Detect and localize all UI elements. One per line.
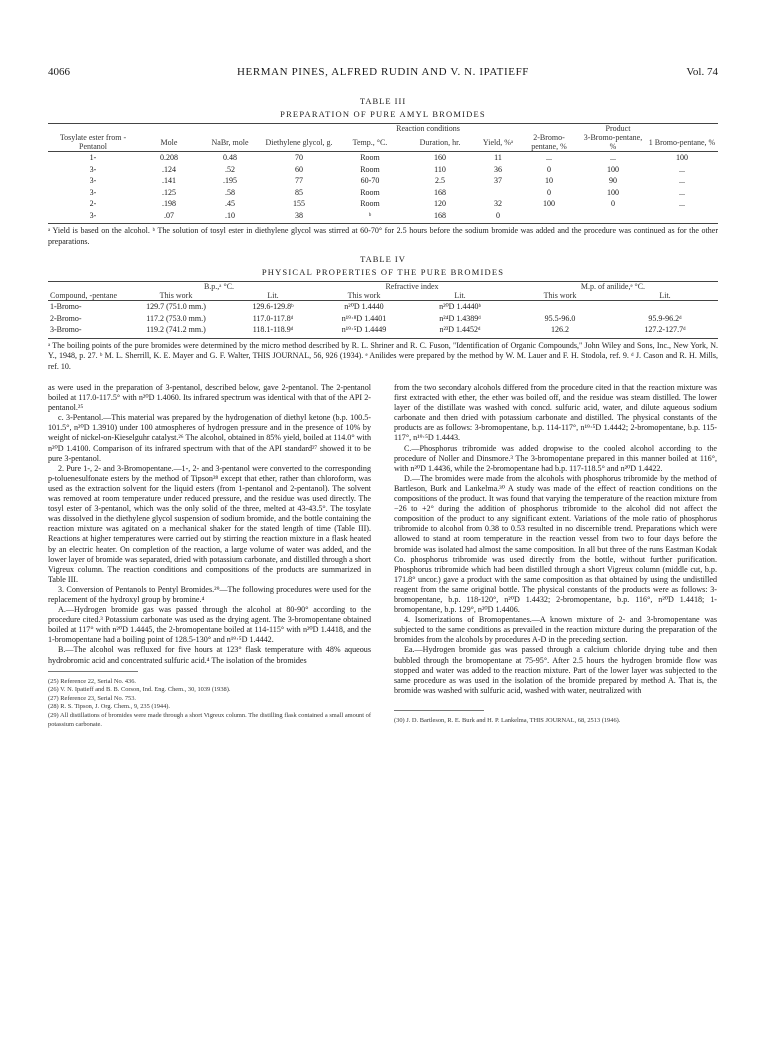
table-cell: 118.1-118.9ᵈ bbox=[252, 325, 294, 334]
table-cell: 119.2 (741.2 mm.) bbox=[146, 325, 206, 334]
table-cell: 36 bbox=[494, 164, 502, 174]
table-cell: ... bbox=[679, 164, 685, 174]
table-cell: .124 bbox=[162, 164, 176, 174]
table-cell: 2.5 bbox=[435, 176, 445, 185]
table-cell: 38 bbox=[295, 210, 303, 220]
table-row bbox=[48, 324, 718, 336]
left-footnotes bbox=[48, 678, 371, 730]
column-header: This work bbox=[543, 291, 577, 300]
table-cell: 3- bbox=[89, 176, 97, 185]
table-cell: .195 bbox=[223, 176, 237, 185]
right-paragraph: Ea.—Hydrogen bromide gas was passed through a calcium chloride drying tube and then bubbled through the bromopentane at 75-95°. After 2.5 hours the hydrogen bromide flow was stopped and water was added to the reaction mixture. Part of the lower layer was subjected to the same procedure as was used in the isolation of the bromide prepared by method A. That is, the bromide was washed with sulfuric acid, washed with water, neutralized with bbox=[394, 645, 717, 695]
table-cell: .58 bbox=[225, 187, 235, 197]
table-3-group-product: Product bbox=[518, 124, 718, 134]
table-row bbox=[48, 164, 718, 176]
table-4-header-row bbox=[48, 291, 718, 301]
table-cell: 129.6-129.8ᵇ bbox=[252, 302, 294, 311]
table-cell: 60 bbox=[295, 164, 303, 174]
column-header: Mole bbox=[160, 137, 178, 147]
table-cell: ... bbox=[679, 199, 685, 208]
table-cell: 3- bbox=[89, 164, 97, 174]
table-cell: Room bbox=[360, 164, 380, 174]
table-3-caption: TABLE III bbox=[359, 96, 407, 106]
table-cell bbox=[612, 301, 718, 313]
table-cell: 11 bbox=[494, 153, 502, 162]
column-header: 3-Bromo-pentane, % bbox=[583, 133, 643, 151]
column-header: Lit. bbox=[659, 291, 671, 300]
table-4 bbox=[48, 254, 718, 372]
table-cell: n¹⁹·⁵D 1.4449 bbox=[341, 325, 387, 334]
table-row bbox=[48, 187, 718, 199]
table-cell: 160 bbox=[434, 153, 446, 162]
table-cell: .52 bbox=[225, 164, 235, 174]
table-cell: n²⁰D 1.4440ᵇ bbox=[439, 302, 481, 311]
volume-label: Vol. 74 bbox=[686, 66, 718, 78]
table-cell: 1- bbox=[89, 153, 97, 162]
left-paragraph: 2. Pure 1-, 2- and 3-Bromopentane.—1-, 2- and 3-pentanol were converted to the corresponding p-toluenesulfonate esters by the method of Tipson²⁸ except that ether, rather than chloroform, was used as the extraction solvent for the liquid esters (from 1-pentanol and 2-pentanol). The solvent was removed at room temperature under reduced pressure, and the residue was used directly. The tosyl ester of 3-pentanol, which was the only solid of the three, melted at 43-43.5°. The tosylate was dissolved in the diethylene glycol suspension of sodium bromide, and the bottle containing the reaction mixture was agitated on a mechanical shaker for the stated length of time (Table III). Reactions at higher temperatures were carried out by stirring the reaction mixture in a flask heated by an electric heater. On completion of the reaction, a large volume of water was added, and the lower layer of bromide was separated, dried with potassium carbonate, and distilled through a short Vigreux column. The reaction conditions and compositions of the products are summarized in Table III. bbox=[48, 463, 371, 584]
table-cell: 120 bbox=[434, 199, 446, 208]
author-line: HERMAN PINES, ALFRED RUDIN AND V. N. IPATIEFF bbox=[236, 66, 530, 78]
table-cell bbox=[580, 210, 646, 222]
footnote-rule bbox=[48, 671, 138, 672]
table-cell bbox=[646, 210, 718, 222]
table-cell: 0.48 bbox=[223, 153, 237, 162]
table-cell: ... bbox=[610, 153, 616, 162]
column-header: This work bbox=[347, 291, 381, 300]
table-cell: 100 bbox=[543, 199, 555, 208]
right-footnotes bbox=[394, 717, 717, 726]
table-cell: n¹⁹·⁸D 1.4401 bbox=[341, 313, 387, 323]
right-paragraph: D.—The bromides were made from the alcohols with phosphorus tribromide by the method of Bartleson, Burk and Lankelma.³⁰ A study was made of the effect of reaction conditions on the compositions of the product. It was found that varying the temperature of the reaction mixture from −26 to +2° during the addition of phosphorus tribromide to the alcohol did not affect the composition of the product to any significant extent. Variations of the mole ratio of phosphorus tribromide to alcohol from 0.38 to 0.53 resulted in no discernible trend. Preparations which were allowed to stand at room temperature in the reaction vessel from two to four days before the bromide was isolated had almost the same composition. In all but three of the runs Eastman Kodak Co. phosphorus tribromide was used directly from the bottle, without further purification. Phosphorus tribromide which had been distilled through a short Vigreux column (middle cut, b.p. 171.8° uncor.) gave a product with the same composition as that obtained by using the undistilled reagent from the same original bottle. The physical constants of the products were as follows: 3-bromopentane, b.p. 118-120°, n²⁰D 1.4432; 2-bromopentane, b.p. 116°, n²⁰D 1.4418; 1-bromopentane, b.p. 129°, n²⁰D 1.4406. bbox=[394, 473, 717, 615]
table-cell: 60-70 bbox=[360, 176, 380, 185]
table-cell: 3- bbox=[89, 187, 97, 197]
table-cell: .45 bbox=[225, 199, 235, 208]
table-cell: 100 bbox=[676, 153, 688, 162]
table-3-body bbox=[48, 152, 718, 222]
table-cell: 0 bbox=[496, 210, 500, 220]
column-header: Yield, %ᵃ bbox=[482, 137, 514, 147]
table-3-grid bbox=[48, 123, 718, 221]
column-header: This work bbox=[159, 291, 193, 300]
column-header: Lit. bbox=[267, 291, 279, 300]
table-row bbox=[48, 210, 718, 222]
table-cell: 117.0-117.8ᵈ bbox=[252, 313, 294, 323]
footnote: (28) R. S. Tipson, J. Org. Chem., 9, 235 (1944). bbox=[48, 703, 171, 711]
table-cell: n²³D 1.4452ᵈ bbox=[439, 325, 481, 334]
table-cell: 100 bbox=[607, 164, 619, 174]
left-paragraph: A.—Hydrogen bromide gas was passed through the alcohol at 80-90° according to the procedure cited.³ Potassium carbonate was used as the drying agent. The 3-bromopentane obtained boiled at 117° with n²⁰D 1.4445, the 2-bromopentane boiled at 114-115° with n²⁰D 1.4418, and the 1-bromopentane had a boiling point of 128.5-130° and n¹⁹·⁵D 1.4442. bbox=[48, 605, 371, 645]
left-paragraph: as were used in the preparation of 3-pentanol, described below, gave 2-pentanol. The 2-pentanol boiled at 117.0-117.5° with n²⁰D 1.4060. Its infrared spectrum was identical with that of the API 2-pentanol.²⁵ bbox=[48, 383, 371, 413]
table-3-footnote: ᵃ Yield is based on the alcohol. ᵇ The solution of tosyl ester in diethylene glycol was stirred at 60-70° for 2.5 hours before the sodium bromide was added and the procedure was continued as for the other preparations. bbox=[48, 223, 718, 247]
table-cell: 2-Bromo- bbox=[50, 313, 82, 323]
table-cell: 95.5-96.0 bbox=[544, 313, 576, 323]
table-cell: 0.208 bbox=[160, 153, 178, 162]
table-cell: 0 bbox=[547, 164, 551, 174]
table-cell: 77 bbox=[295, 176, 303, 185]
footnote: (30) J. D. Bartleson, R. E. Burk and H. P. Lankelma, THIS JOURNAL, 68, 2513 (1946). bbox=[394, 716, 621, 724]
right-paragraph: from the two secondary alcohols differed from the procedure cited in that the reaction mixture was first extracted with ether, the ether was boiled off, and the residue was steam distilled. The lower layer of the distillate was washed with concd. sulfuric acid, water, and dilute aqueous sodium carbonate and then dried with potassium carbonate and distilled. The physical constants of the products are as follows: 3-bromopentane, b.p. 114-117°, n¹⁹·⁵D 1.4442; 2-bromopentane, b.p. 115-117°, n¹⁹·⁵D 1.4443. bbox=[394, 383, 717, 443]
column-header: Compound, -pentane bbox=[50, 291, 118, 300]
table-cell: Room bbox=[360, 187, 380, 197]
table-cell: 110 bbox=[434, 164, 446, 174]
footnote: (25) Reference 22, Serial No. 436. bbox=[48, 677, 137, 685]
table-4-body bbox=[48, 301, 718, 336]
table-cell: 90 bbox=[609, 176, 617, 185]
table-row bbox=[48, 152, 718, 164]
table-row bbox=[48, 313, 718, 325]
column-header: Lit. bbox=[454, 291, 466, 300]
column-header: 2-Bromo-pentane, % bbox=[531, 133, 567, 151]
right-paragraph: 4. Isomerizations of Bromopentanes.—A known mixture of 2- and 3-bromopentane was subjected to the same conditions as prevailed in the reaction mixture during the preparation of the bromides from the alcohols by procedures A-D in the preceding section. bbox=[394, 615, 717, 645]
table-cell: 95.9-96.2ᵈ bbox=[648, 313, 682, 323]
journal-page bbox=[48, 0, 718, 1056]
table-cell: 10 bbox=[545, 176, 553, 185]
table-cell: 0 bbox=[611, 199, 615, 208]
table-cell: 117.2 (753.0 mm.) bbox=[146, 313, 206, 323]
table-3 bbox=[48, 96, 718, 247]
table-cell: 155 bbox=[293, 199, 305, 208]
table-cell: ... bbox=[679, 187, 685, 197]
right-column bbox=[394, 383, 717, 726]
footnote: (29) All distillations of bromides were made through a short Vigreux column. The distilling flask contained a small amount of potassium carbonate. bbox=[48, 712, 371, 728]
table-cell: 1-Bromo- bbox=[50, 302, 82, 311]
left-column bbox=[48, 383, 371, 729]
table-cell: 127.2-127.7ᵈ bbox=[644, 325, 686, 334]
table-cell: 70 bbox=[295, 153, 303, 162]
table-cell: n²⁴D 1.4389ᵈ bbox=[439, 313, 481, 323]
table-cell bbox=[508, 301, 612, 313]
table-cell bbox=[518, 210, 580, 222]
table-3-title: PREPARATION OF PURE AMYL BROMIDES bbox=[280, 109, 486, 119]
column-header: Temp., °C. bbox=[352, 137, 388, 147]
footnote: (26) V. N. Ipatieff and B. B. Corson, Ind. Eng. Chem., 30, 1039 (1938). bbox=[48, 686, 231, 694]
table-4-group-bp: B.p.,ᵃ °C. bbox=[122, 282, 316, 292]
page-number: 4066 bbox=[48, 66, 70, 78]
table-4-grid bbox=[48, 281, 718, 336]
table-cell: ... bbox=[679, 176, 685, 185]
table-cell: 37 bbox=[494, 176, 502, 185]
table-row bbox=[48, 175, 718, 187]
column-header: Tosylate ester from -Pentanol bbox=[59, 133, 127, 151]
table-3-header-row bbox=[48, 133, 718, 152]
column-header: Diethylene glycol, g. bbox=[265, 137, 333, 147]
table-cell: 32 bbox=[494, 199, 502, 208]
table-cell: n²⁰D 1.4440 bbox=[344, 302, 384, 311]
table-row bbox=[48, 198, 718, 210]
table-cell: 85 bbox=[295, 187, 303, 197]
table-cell: 2- bbox=[89, 199, 97, 208]
column-header: Duration, hr. bbox=[419, 137, 461, 147]
table-cell: .07 bbox=[164, 210, 174, 220]
table-cell: 100 bbox=[607, 187, 619, 197]
table-cell: Room bbox=[360, 199, 380, 208]
table-3-group-reaction: Reaction conditions bbox=[338, 124, 518, 134]
column-header: NaBr, mole bbox=[211, 137, 249, 147]
table-4-group-ri: Refractive index bbox=[316, 282, 508, 292]
table-cell: .141 bbox=[162, 176, 176, 185]
column-header: 1 Bromo-pentane, % bbox=[648, 137, 716, 147]
right-paragraph: C.—Phosphorus tribromide was added dropwise to the cooled alcohol according to the procedure of Noller and Dinsmore.³ The 3-bromopentane prepared in this manner boiled at 116°, with n²⁰D 1.4436, while the 2-bromopentane had b.p. 117-118.5° and n²⁰D 1.4422. bbox=[394, 443, 717, 473]
table-cell: 3- bbox=[89, 210, 97, 220]
table-4-group-mp: M.p. of anilide,ᵉ °C. bbox=[508, 282, 718, 292]
table-cell: 168 bbox=[434, 187, 446, 197]
table-cell: .125 bbox=[162, 187, 176, 197]
table-cell: ᵇ bbox=[368, 210, 372, 220]
table-cell: 129.7 (751.0 mm.) bbox=[146, 302, 206, 311]
table-cell: .10 bbox=[225, 210, 235, 220]
left-paragraph: c. 3-Pentanol.—This material was prepared by the hydrogenation of diethyl ketone (b.p. 100.5-101.5°, n²⁰D 1.3910) under 100 atmospheres of hydrogen pressure and in the presence of 10% by weight of nickel-on-Kieselguhr catalyst.²⁶ The alcohol, obtained in 85% yield, boiled at 114.0° with n²⁰D 1.4100. Comparison of its infrared spectrum with that of the API standard²⁷ showed it to be pure 3-pentanol. bbox=[48, 413, 371, 463]
table-cell: 3-Bromo- bbox=[50, 325, 82, 334]
table-4-footnote: ᵃ The boiling points of the pure bromides were determined by the micro method described by R. L. Shriner and R. C. Fuson, "Identification of Organic Compounds," John Wiley and Sons, Inc., New York, N. Y., 1948, p. 27. ᵇ M. L. Sherrill, K. E. Mayer and G. F. Walter, THIS JOURNAL, 56, 926 (1934). ᵉ Anilides were prepared by the method by W. M. Lauer and F. H. Stodola, ref. 9. ᵈ J. Cason and R. H. Mills, ref. 10. bbox=[48, 338, 718, 373]
left-paragraph: 3. Conversion of Pentanols to Pentyl Bromides.²⁹—The following procedures were used for the replacement of the hydroxyl group by bromine.⁴ bbox=[48, 584, 371, 604]
table-cell: .198 bbox=[162, 199, 176, 208]
table-4-title: PHYSICAL PROPERTIES OF THE PURE BROMIDES bbox=[261, 267, 505, 277]
table-cell: 0 bbox=[547, 187, 551, 197]
table-cell: Room bbox=[360, 153, 380, 162]
table-cell: 126.2 bbox=[551, 325, 569, 334]
table-4-caption: TABLE IV bbox=[360, 254, 406, 264]
table-cell: ... bbox=[546, 153, 552, 162]
table-row bbox=[48, 301, 718, 313]
table-cell bbox=[478, 187, 518, 199]
footnote: (27) Reference 23, Serial No. 753. bbox=[48, 694, 137, 702]
table-cell: 168 bbox=[434, 210, 446, 220]
footnote-rule bbox=[394, 710, 484, 711]
left-paragraph: B.—The alcohol was refluxed for five hours at 123° flask temperature with 48% aqueous hydrobromic acid and concentrated sulfuric acid.⁴ The isolation of the bromides bbox=[48, 645, 371, 665]
